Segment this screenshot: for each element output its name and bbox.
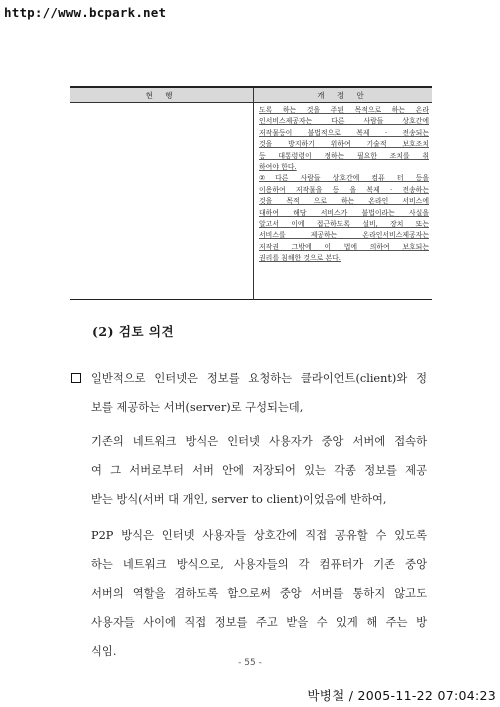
table-row xyxy=(70,103,432,300)
header-current: 현 행 xyxy=(70,87,254,103)
paragraph-line: 기존의 네트워크 방식은 인터넷 사용자가 중앙 서버에 접속하 xyxy=(91,435,427,448)
amendment-line: 것을 방지하기 위하여 기술적 보호조치 xyxy=(259,140,429,149)
paragraph-line: 식임. xyxy=(91,645,117,658)
header-amendment: 개 정 안 xyxy=(254,87,433,103)
current-text-cell xyxy=(70,103,254,300)
amendment-line: 것을 목적 으로 하는 온라인 서비스에 xyxy=(259,197,429,206)
paragraph-intro xyxy=(91,364,427,422)
paragraph-line: 사용자들 사이에 직접 정보를 주고 받을 수 있게 해 주는 방 xyxy=(91,616,427,629)
paragraph-line: 서버의 역할을 겸하도록 함으로써 중앙 서버를 통하지 않고도 xyxy=(91,587,427,600)
paragraph-line: 보를 제공하는 서버(server)로 구성되는데, xyxy=(91,401,304,414)
paragraph-line: 받는 방식(서버 대 개인, server to client)이었음에 반하여, xyxy=(91,493,387,506)
table-header-row xyxy=(70,87,432,103)
amendment-line: 알고서 이에 접근하도록 설비, 장치 또는 xyxy=(259,219,429,228)
amendment-line: 서비스를 제공하는 온라인서비스제공자는 xyxy=(259,231,429,240)
comparison-table xyxy=(70,86,432,300)
paragraph-line: 여 그 서버로부터 서버 안에 저장되어 있는 각종 정보를 제공 xyxy=(91,464,427,477)
amendment-line: 저작권 그밖에 이 법에 의하여 보호되는 xyxy=(259,242,429,251)
page-number: - 55 - xyxy=(238,658,262,668)
square-bullet-icon xyxy=(71,373,81,383)
amendment-line: 등 대통령령이 정하는 필요한 조치를 취 xyxy=(259,151,429,160)
paragraph-p2p xyxy=(91,521,427,666)
section-title: (2) 검토 의견 xyxy=(92,324,175,339)
amendment-line: 하여야 한다. xyxy=(259,162,297,171)
amendment-line: 권리를 침해한 것으로 본다. xyxy=(259,254,341,263)
amendment-line: 저작물등이 불법적으로 복제 · 전송되는 xyxy=(259,128,429,137)
paragraph-line: 하는 네트워크 방식으로, 사용자들의 각 컴퓨터가 기존 중앙 xyxy=(91,558,427,571)
watermark-url: http://www.bcpark.net xyxy=(4,5,167,20)
amendment-line: 이용하여 저작물을 등 을 복제 · 전송하는 xyxy=(259,185,429,194)
paragraph-line: 일반적으로 인터넷은 정보를 요청하는 클라이언트(client)와 정 xyxy=(91,372,427,385)
amendment-line: 인서비스제공자는 다른 사람들 상호간에 xyxy=(259,117,429,126)
amendment-line: 도록 하는 것을 주된 목적으로 하는 온라 xyxy=(259,106,429,114)
amendment-text-cell xyxy=(254,103,433,300)
paragraph-conventional xyxy=(91,427,427,514)
amendment-line: ②다른 사람들 상호간에 컴퓨 터 등을 xyxy=(259,174,429,183)
amendment-line: 대하여 해당 서비스가 불법이라는 사실을 xyxy=(259,208,429,217)
paragraph-line: P2P 방식은 인터넷 사용자들 상호간에 직접 공유할 수 있도록 xyxy=(91,529,427,542)
watermark-author-timestamp: 박병철 / 2005-11-22 07:04:23 xyxy=(307,688,496,703)
